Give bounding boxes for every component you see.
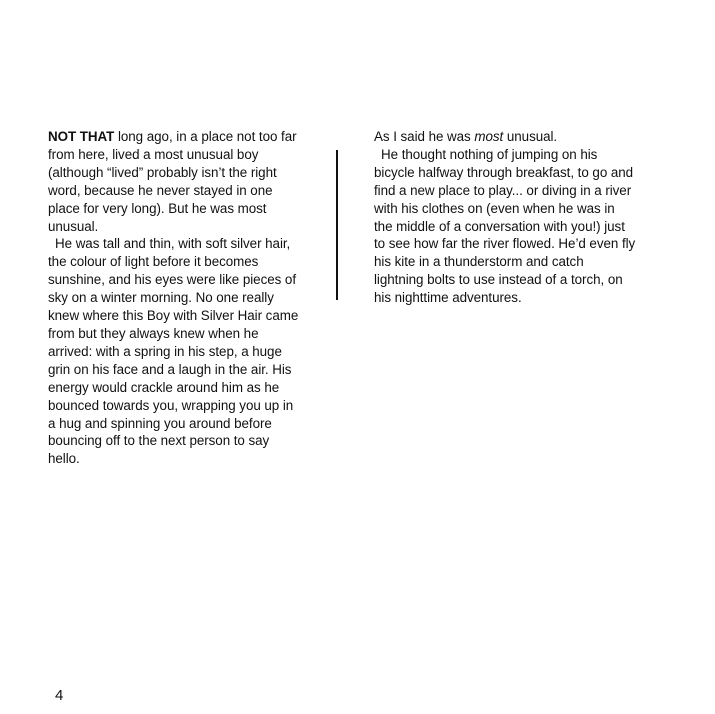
- opening-lead-words: NOT THAT: [48, 129, 115, 144]
- left-paragraph-1: [48, 128, 304, 235]
- right-text-column: [374, 128, 636, 307]
- right-paragraph-1-after: unusual.: [503, 129, 558, 144]
- right-paragraph-1: [374, 128, 636, 146]
- right-paragraph-1-before: As I said he was: [374, 129, 475, 144]
- left-paragraph-2: He was tall and thin, with soft silver hair, the colour of light before it becomes sunshine, and his eyes were like pieces of sky on a winter morning. No one really knew where this Boy with Silver Hair came from but they always knew when he arrived: with a spring in his step, a huge grin on his face and a laugh in the air. His energy would crackle around him as he bounced towards you, wrapping you up in a hug and spinning you around before bouncing off to the next person to say hello.: [48, 236, 299, 467]
- left-paragraph-1-text: long ago, in a place not too far from here, lived a most unusual boy (although “lived” probably isn’t the right word, because he never stayed in one place for very long). But he was most unusual.: [48, 129, 297, 234]
- right-paragraph-2: He thought nothing of jumping on his bicycle halfway through breakfast, to go and find a new place to play... or diving in a river with his clothes on (even when he was in the middle of a conversation with you!) just to see how far the river flowed. He’d even fly his kite in a thunderstorm and catch lightning bolts to use instead of a torch, on his nighttime adventures.: [374, 146, 636, 306]
- column-divider: [336, 150, 338, 300]
- left-text-column: [48, 128, 304, 468]
- emphasis-most: most: [474, 129, 504, 144]
- page-number: 4: [55, 687, 64, 704]
